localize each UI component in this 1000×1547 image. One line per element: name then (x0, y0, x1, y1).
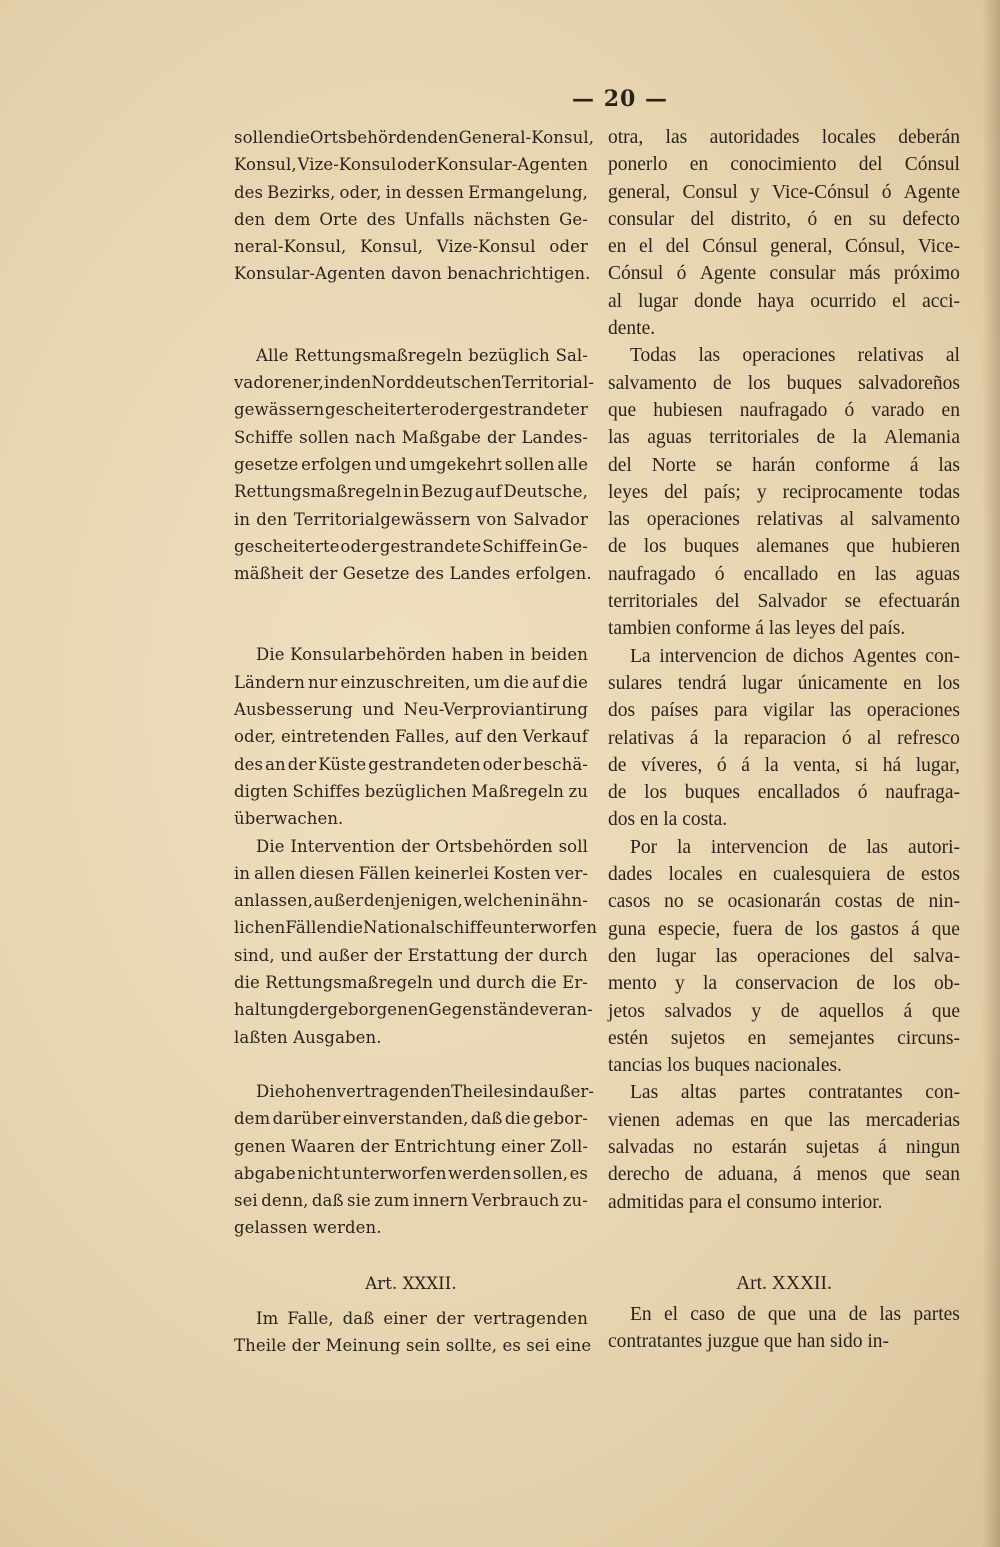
text-line: mento y la conservacion de los ob- (608, 973, 960, 995)
text-line: tancias los buques nacionales. (608, 1055, 842, 1077)
text-line: gelassen werden. (234, 1218, 382, 1238)
text-line: lichen Fällen die Nationalschiffe unterworfen (234, 918, 598, 938)
spanish-paragraph (608, 834, 960, 1080)
text-line: Die Intervention der Ortsbehörden soll (256, 836, 588, 856)
text-line: abgabe nicht unterworfen werden sollen, es (234, 1163, 588, 1183)
text-line: de víveres, ó á la venta, si há lugar, (608, 754, 960, 776)
text-line: derecho de aduana, á menos que sean (608, 1164, 960, 1186)
text-line: mäßheit der Gesetze des Landes erfolgen. (234, 564, 592, 584)
german-paragraph (234, 641, 588, 832)
text-line: En el caso de que una de las partes (630, 1304, 960, 1326)
text-line: gescheiterte oder gestrandete Schiffe in Ge- (234, 536, 588, 556)
text-line: Ländern nur einzuschreiten, um die auf die (234, 672, 588, 692)
text-line: tambien conforme á las leyes del país. (608, 618, 906, 640)
text-line: jetos salvados y de aquellos á que (608, 1000, 960, 1022)
text-line: haltung der geborgenen Gegenstände veran- (234, 1000, 593, 1020)
text-line: sei denn, daß sie zum innern Verbrauch zu- (234, 1191, 588, 1211)
text-line: de los buques alemanes que hubieren (608, 536, 960, 558)
text-line: ponerlo en conocimiento del Cónsul (608, 154, 960, 176)
text-line: dos países para vigilar las operaciones (608, 700, 960, 722)
text-line: salvamento de los buques salvadoreños (608, 372, 960, 394)
text-line: dos en la costa. (608, 809, 728, 831)
spanish-column (608, 124, 960, 1356)
text-line: sollen die Ortsbehörden den General-Konsul, (234, 128, 595, 147)
spanish-article-heading: Art. XXXII. (736, 1272, 832, 1294)
text-line: que hubiesen naufragado ó varado en (608, 399, 960, 421)
text-line: admitidas para el consumo interior. (608, 1191, 883, 1213)
text-line: in allen diesen Fällen keinerlei Kosten ver- (234, 863, 588, 883)
text-line: Rettungsmaßregeln in Bezug auf Deutsche, (234, 482, 588, 502)
german-paragraph (234, 342, 595, 588)
text-line: sulares tendrá lugar únicamente en los (608, 672, 960, 694)
text-line: dades locales en cualesquiera de estos (608, 864, 960, 886)
page-edge-shadow (982, 0, 1000, 1547)
text-line: des an der Küste gestrandeten oder beschä- (234, 754, 588, 774)
text-line: las operaciones relativas al salvamento (608, 509, 960, 531)
text-line: in den Territorialgewässern von Salvador (234, 509, 588, 529)
text-line: Cónsul ó Agente consular más próximo (608, 263, 960, 285)
text-line: genen Waaren der Entrichtung einer Zoll- (234, 1136, 588, 1156)
text-line: consular del distrito, ó en su defecto (608, 208, 960, 230)
text-line: general, Consul y Vice-Cónsul ó Agente (608, 181, 960, 203)
german-column (234, 124, 598, 1360)
text-line: oder, eintretenden Falles, auf den Verkauf (234, 727, 588, 747)
text-line: Las altas partes contratantes con- (630, 1082, 960, 1104)
text-line: Todas las operaciones relativas al (630, 345, 960, 367)
text-line: de los buques encallados ó naufraga- (608, 782, 960, 804)
text-line: relativas á la reparacion ó al refresco (608, 727, 960, 749)
text-line: sind, und außer der Erstattung der durch (234, 945, 588, 965)
text-line: Die Konsularbehörden haben in beiden (256, 645, 588, 665)
text-line: estén sujetos en semejantes circuns- (608, 1027, 960, 1049)
text-line: en el del Cónsul general, Cónsul, Vice- (608, 236, 960, 258)
text-line: dem darüber einverstanden, daß die gebor- (234, 1109, 588, 1129)
text-line: laßten Ausgaben. (234, 1027, 382, 1047)
text-line: Schiffe sollen nach Maßgabe der Landes- (234, 427, 588, 447)
text-line: contratantes juzgue que han sido in- (608, 1331, 890, 1353)
text-line: Die hohen vertragenden Theile sind außer- (256, 1081, 595, 1101)
text-line: den lugar las operaciones del salva- (608, 945, 960, 967)
text-line: des Bezirks, oder, in dessen Ermangelung, (234, 182, 588, 202)
text-line: otra, las autoridades locales deberán (608, 127, 960, 148)
text-line: gesetze erfolgen und umgekehrt sollen alle (234, 454, 588, 474)
text-line: Por la intervencion de las autori- (630, 836, 960, 858)
text-line: salvadas no estarán sujetas á ningun (608, 1136, 960, 1158)
text-line: den dem Orte des Unfalls nächsten Ge- (234, 209, 588, 229)
text-line: gewässern gescheiterter oder gestrandeter (234, 400, 588, 420)
german-paragraph (234, 1078, 595, 1242)
spanish-paragraph (608, 643, 960, 834)
german-paragraph (234, 124, 595, 288)
text-line: territoriales del Salvador se efectuarán (608, 591, 960, 613)
german-paragraph (234, 833, 598, 1051)
text-line: digten Schiffes bezüglichen Maßregeln zu (234, 781, 588, 801)
text-line: naufragado ó encallado en las aguas (608, 563, 960, 585)
text-line: überwachen. (234, 809, 344, 829)
text-line: leyes del país; y reciprocamente todas (608, 481, 960, 503)
text-line: dente. (608, 318, 656, 340)
text-line: guna especie, fuera de los gastos á que (608, 918, 960, 940)
text-line: Theile der Meinung sein sollte, es sei eine (234, 1336, 592, 1356)
page-number: — 20 — (572, 86, 668, 112)
text-line: Alle Rettungsmaßregeln bezüglich Sal- (256, 345, 588, 365)
text-line: vienen ademas en que las mercaderias (608, 1109, 960, 1131)
text-line: vadorener, in den Norddeutschen Territorial- (234, 373, 595, 393)
text-line: La intervencion de dichos Agentes con- (630, 645, 960, 667)
text-line: die Rettungsmaßregeln und durch die Er- (234, 973, 588, 993)
german-article-heading: Art. XXXII. (365, 1273, 457, 1293)
text-line: Im Falle, daß einer der vertragenden (256, 1308, 588, 1328)
spanish-paragraph (608, 342, 960, 642)
text-line: Konsular-Agenten davon benachrichtigen. (234, 264, 591, 284)
text-line: Konsul, Vize-Konsul oder Konsular-Agenten (234, 155, 588, 175)
text-line: Ausbesserung und Neu-Verproviantirung (234, 700, 588, 720)
text-line: neral-Konsul, Konsul, Vize-Konsul oder (234, 237, 588, 257)
german-paragraph (234, 1305, 592, 1360)
spanish-paragraph (608, 1079, 960, 1215)
spanish-paragraph (608, 124, 960, 342)
text-line: del Norte se harán conforme á las (608, 454, 960, 476)
text-line: casos no se ocasionarán costas de nin- (608, 891, 960, 913)
text-line: las aguas territoriales de la Alemania (608, 427, 960, 449)
text-line: al lugar donde haya ocurrido el acci- (608, 290, 960, 312)
spanish-paragraph (608, 1301, 960, 1356)
text-line: anlassen, außer denjenigen, welchen in ähn- (234, 891, 588, 911)
